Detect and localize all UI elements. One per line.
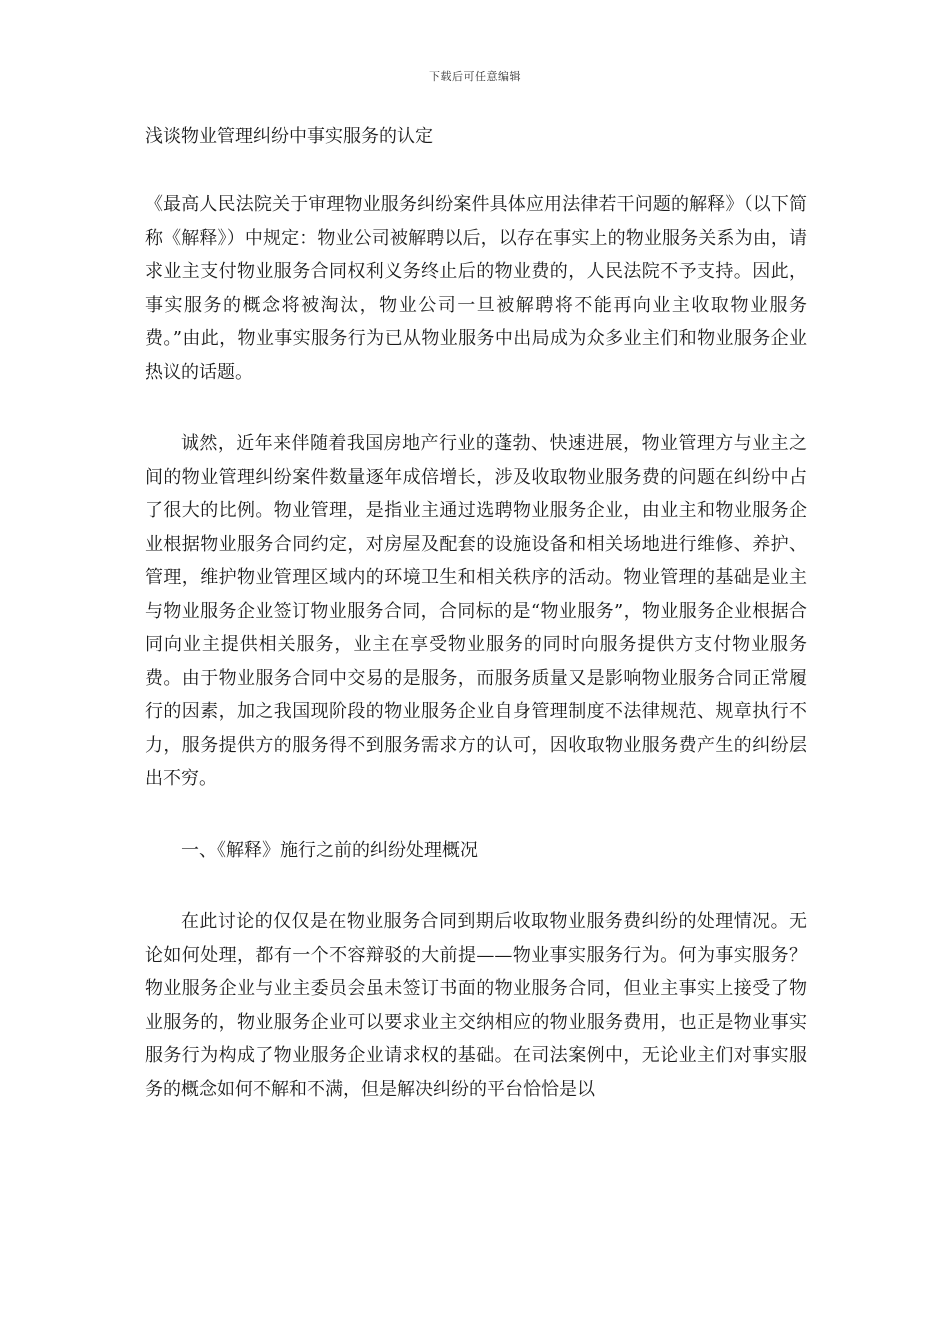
paragraph-3: 在此讨论的仅仅是在物业服务合同到期后收取物业服务费纠纷的处理情况。无论如何处理，都有一个不容辩驳的大前提——物业事实服务行为。何为事实服务？物业服务企业与业主委员会虽未签订书面的物业服务合同，但业主事实上接受了物业服务的，物业服务企业可以要求业主交纳相应的物业服务费用，也正是物业事实服务行为构成了物业服务企业请求权的基础。在司法案例中，无论业主们对事实服务的概念如何不解和不满，但是解决纠纷的平台恰恰是以	[145, 911, 807, 1100]
document-body	[145, 122, 807, 1106]
paragraph-1: 《最高人民法院关于审理物业服务纠纷案件具体应用法律若干问题的解释》（以下简称《解释》）中规定：物业公司被解聘以后，以存在事实上的物业服务关系为由，请求业主支付物业服务合同权利义务终止后的物业费的，人民法院不予支持。因此，事实服务的概念将被淘汰，物业公司一旦被解聘将不能再向业主收取物业服务费。”由此，物业事实服务行为已从物业服务中出局成为众多业主们和物业服务企业热议的话题。	[145, 194, 807, 383]
header-note: 下载后可任意编辑	[429, 70, 521, 83]
paragraph-2: 诚然，近年来伴随着我国房地产行业的蓬勃、快速进展，物业管理方与业主之间的物业管理纠纷案件数量逐年成倍增长，涉及收取物业服务费的问题在纠纷中占了很大的比例。物业管理，是指业主通过选聘物业服务企业，由业主和物业服务企业根据物业服务合同约定，对房屋及配套的设施设备和相关场地进行维修、养护、管理，维护物业管理区域内的环境卫生和相关秩序的活动。物业管理的基础是业主与物业服务企业签订物业服务合同，合同标的是“物业服务”，物业服务企业根据合同向业主提供相关服务，业主在享受物业服务的同时向服务提供方支付物业服务费。由于物业服务合同中交易的是服务，而服务质量又是影响物业服务合同正常履行的因素，加之我国现阶段的物业服务企业自身管理制度不法律规范、规章执行不力，服务提供方的服务得不到服务需求方的认可，因收取物业服务费产生的纠纷层出不穷。	[145, 433, 807, 789]
section-heading: 一、《解释》施行之前的纠纷处理概况	[181, 839, 478, 861]
document-title: 浅谈物业管理纠纷中事实服务的认定	[145, 126, 433, 147]
